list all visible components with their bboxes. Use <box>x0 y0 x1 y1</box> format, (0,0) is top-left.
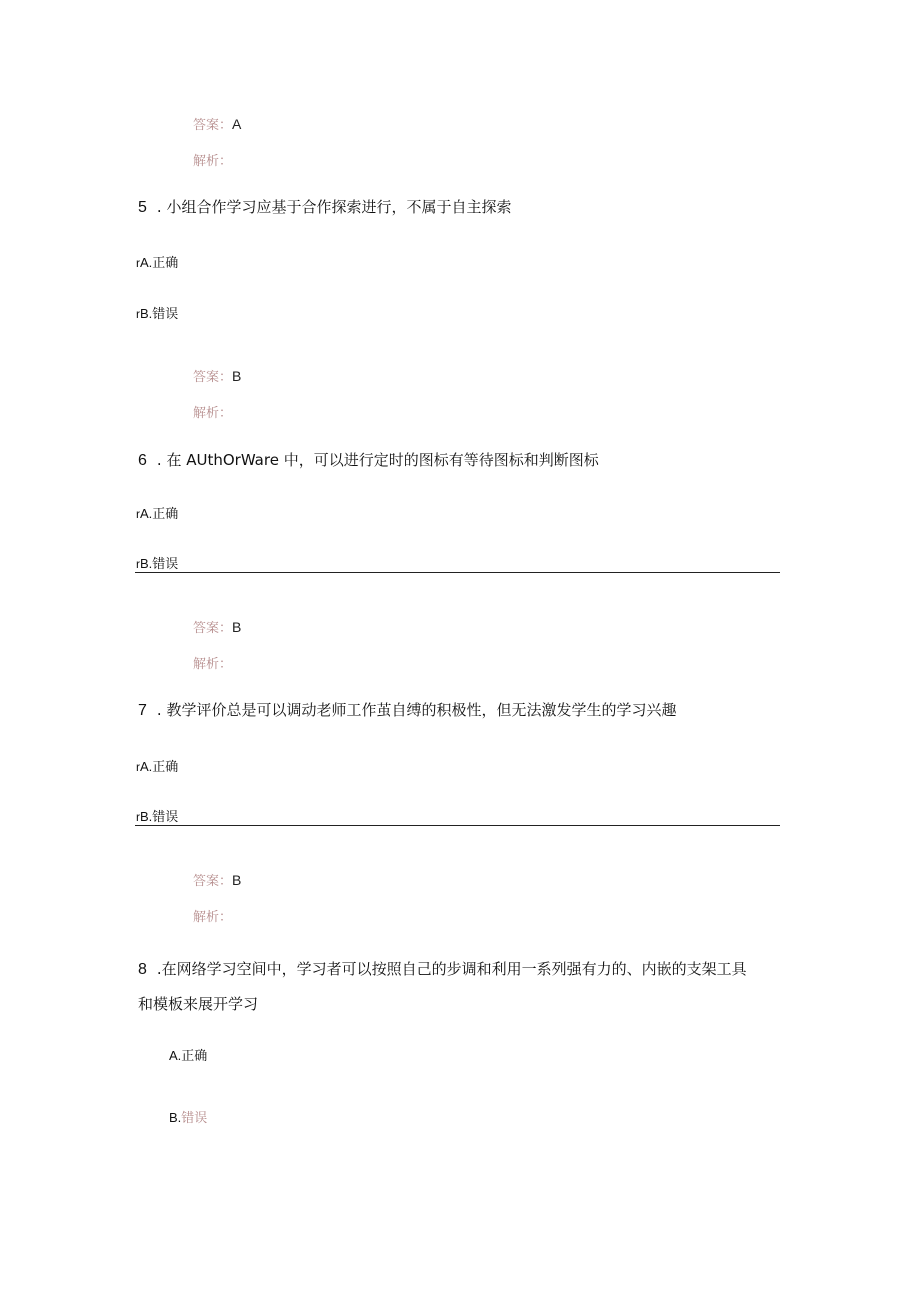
option-a[interactable] <box>136 760 178 774</box>
option-text: 正确 <box>181 1049 208 1064</box>
answer-label: 答案： <box>193 118 233 133</box>
question-text: . 在 AUthOrWare 中，可以进行定时的图标有等待图标和判断图标 <box>156 451 599 469</box>
option-a[interactable] <box>136 256 178 270</box>
explanation-label: 解析： <box>193 406 233 421</box>
question-8-continued: 和模板来展开学习 <box>138 995 259 1013</box>
answer-value: B <box>232 368 242 384</box>
radio-mark: r <box>136 760 140 774</box>
answer-line <box>193 620 241 635</box>
option-letter: A. <box>140 759 153 774</box>
option-letter: B. <box>140 809 153 824</box>
option-b[interactable] <box>136 307 178 321</box>
option-text: 错误 <box>152 307 179 322</box>
radio-mark: r <box>136 557 140 571</box>
answer-value: B <box>232 619 242 635</box>
question-7 <box>138 703 676 719</box>
explanation-label: 解析： <box>193 657 233 672</box>
question-6 <box>138 453 599 469</box>
question-8 <box>138 962 747 978</box>
question-number: 8 <box>138 961 147 978</box>
option-b[interactable] <box>169 1111 207 1125</box>
explanation-label: 解析： <box>193 154 233 169</box>
divider <box>135 572 780 573</box>
option-b[interactable] <box>136 810 178 824</box>
option-letter: B. <box>169 1110 182 1125</box>
option-text: 错误 <box>181 1111 208 1126</box>
option-letter: A. <box>140 255 153 270</box>
radio-mark: r <box>136 307 140 321</box>
radio-mark: r <box>136 507 140 521</box>
option-letter: B. <box>140 306 153 321</box>
option-a[interactable] <box>169 1049 207 1063</box>
question-5 <box>138 200 511 216</box>
question-text: .在网络学习空间中，学习者可以按照自己的步调和利用一系列强有力的、内嵌的支架工具 <box>156 960 747 978</box>
option-letter: A. <box>169 1048 182 1063</box>
radio-mark: r <box>136 810 140 824</box>
answer-line <box>193 369 241 384</box>
radio-mark: r <box>136 256 140 270</box>
answer-value: B <box>232 872 242 888</box>
option-text: 错误 <box>152 557 179 572</box>
question-number: 5 <box>138 199 147 216</box>
answer-label: 答案： <box>193 621 233 636</box>
answer-line <box>193 873 241 888</box>
answer-value: A <box>232 116 242 132</box>
answer-line <box>193 117 241 132</box>
question-text: . 教学评价总是可以调动老师工作茧自缚的积极性，但无法激发学生的学习兴趣 <box>156 701 677 719</box>
option-letter: A. <box>140 506 153 521</box>
divider <box>135 825 780 826</box>
option-text: 错误 <box>152 810 179 825</box>
option-b[interactable] <box>136 557 178 571</box>
answer-label: 答案： <box>193 874 233 889</box>
explanation-label: 解析： <box>193 910 233 925</box>
question-number: 6 <box>138 452 147 469</box>
option-text: 正确 <box>152 256 179 271</box>
option-a[interactable] <box>136 507 178 521</box>
answer-label: 答案： <box>193 370 233 385</box>
question-number: 7 <box>138 702 147 719</box>
option-letter: B. <box>140 556 153 571</box>
question-text: . 小组合作学习应基于合作探索进行，不属于自主探索 <box>156 198 512 216</box>
option-text: 正确 <box>152 507 179 522</box>
option-text: 正确 <box>152 760 179 775</box>
